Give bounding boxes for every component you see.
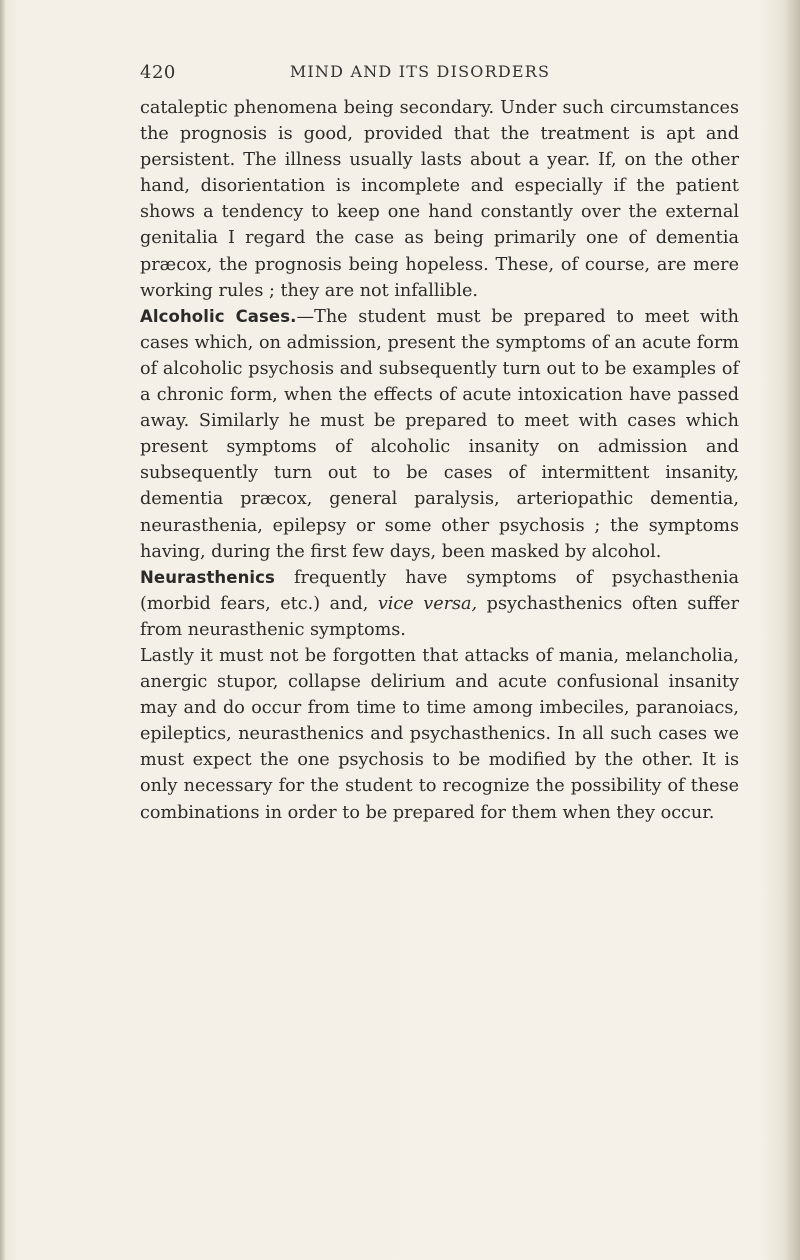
body-text [140, 95, 739, 826]
section-heading-alcoholic-cases: Alcoholic Cases. [140, 306, 297, 326]
italic-vice-versa: vice versa, [377, 593, 478, 614]
paragraph-neurasthenics-text-b: psychasthenics often suffer from neurasthenic symptoms. [140, 593, 739, 640]
running-head: MIND AND ITS DISORDERS [289, 62, 551, 81]
paragraph-neurasthenics-text-a: frequently have symptoms of psychasthenia (morbid fears, etc.) and, [140, 567, 739, 614]
paragraph-1: cataleptic phenomena being secondary. Under such circumstances the prognosis is good, provided that the treatment is apt and persistent. The illness usually lasts about a year. If, on the other hand, disorientation is incomplete and especially if the patient shows a tendency to keep one hand constantly over the external genitalia I regard the case as being primarily one of dementia præcox, the prognosis being hopeless. These, of course, are mere working rules ; they are not infallible. [140, 98, 739, 301]
paragraph-alcoholic-cases [140, 304, 739, 565]
page-left-edge [0, 0, 5, 1260]
page-number: 420 [140, 62, 176, 83]
section-heading-neurasthenics: Neurasthenics [140, 567, 275, 587]
page-right-edge [786, 0, 800, 1260]
paragraph-lastly: Lastly it must not be forgotten that attacks of mania, melancholia, anergic stupor, collapse delirium and acute confusional insanity may and do occur from time to time among imbeciles, paranoiacs, epileptics, neurasthenics and psychasthenics. In all such cases we must expect the one psychosis to be modified by the other. It is only necessary for the student to recognize the possibility of these combinations in order to be prepared for them when they occur. [140, 645, 739, 823]
page-header [140, 62, 700, 84]
paragraph-alcoholic-cases-text: —The student must be prepared to meet with cases which, on admission, present the symptoms of an acute form of alcoholic psychosis and subsequently turn out to be examples of a chronic form, when the effects of acute intoxication have passed away. Similarly he must be prepared to meet with cases which present symptoms of alcoholic insanity on admission and subsequently turn out to be cases of intermittent insanity, dementia præcox, general paralysis, arteriopathic dementia, neurasthenia, epilepsy or some other psychosis ; the symptoms having, during the first few days, been masked by alcohol. [140, 306, 740, 562]
paragraph-neurasthenics [140, 565, 739, 643]
